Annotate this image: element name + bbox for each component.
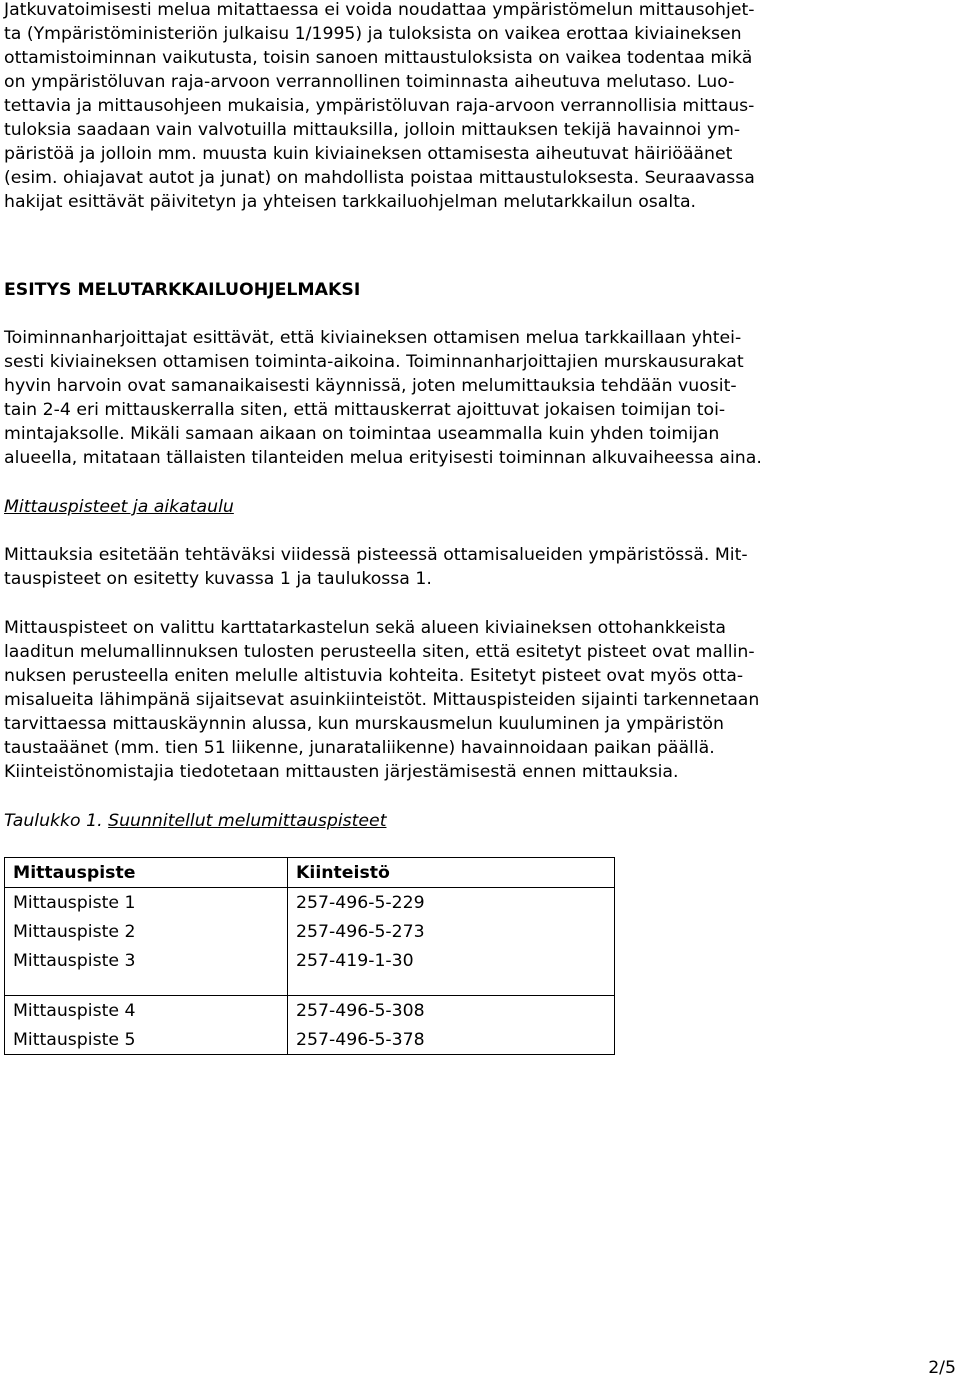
text-line: tettavia ja mittausohjeen mukaisia, ympäristöluvan raja-arvoon verrannollisia mittaus- bbox=[4, 96, 755, 116]
table-caption bbox=[4, 809, 386, 833]
table-cell: Mittauspiste 1 bbox=[5, 888, 288, 918]
text-line: tarvittaessa mittauskäynnin alussa, kun murskausmelun kuuluminen ja ympäristön bbox=[4, 714, 724, 734]
text-line: tauspisteet on esitetty kuvassa 1 ja taulukossa 1. bbox=[4, 569, 432, 589]
subheading: Mittauspisteet ja aikataulu bbox=[4, 497, 234, 517]
table-row bbox=[5, 917, 615, 946]
text-line: misalueita lähimpänä sijaitsevat asuinkiinteistöt. Mittauspisteiden sijainti tarkennetaan bbox=[4, 690, 760, 710]
text-line: hakijat esittävät päivitetyn ja yhteisen tarkkailuohjelman melutarkkailun osalta. bbox=[4, 192, 697, 212]
measurement-points-table bbox=[4, 857, 615, 1055]
table-cell: 257-496-5-378 bbox=[288, 1025, 615, 1055]
text-line: laaditun melumallinnuksen tulosten perusteella siten, että esitetyt pisteet ovat mallin- bbox=[4, 642, 755, 662]
text-line: sesti kiviaineksen ottamisen toiminta-aikoina. Toiminnanharjoittajien murskausurakat bbox=[4, 352, 744, 372]
table-row bbox=[5, 1025, 615, 1055]
page-number: 2/5 bbox=[928, 1358, 956, 1378]
table-cell-empty bbox=[288, 975, 615, 996]
text-line: (esim. ohiajavat autot ja junat) on mahdollista poistaa mittaustuloksesta. Seuraavassa bbox=[4, 168, 755, 188]
text-line: Toiminnanharjoittajat esittävät, että kiviaineksen ottamisen melua tarkkaillaan yhtei- bbox=[4, 328, 742, 348]
text-line: ta (Ympäristöministeriön julkaisu 1/1995) ja tuloksista on vaikea erottaa kiviaineksen bbox=[4, 24, 742, 44]
table-row bbox=[5, 888, 615, 918]
table-header-row bbox=[5, 858, 615, 888]
table-cell: Mittauspiste 4 bbox=[5, 996, 288, 1026]
text-line: Kiinteistönomistajia tiedotetaan mittausten järjestämisestä ennen mittauksia. bbox=[4, 762, 679, 782]
text-line: Mittauksia esitetään tehtäväksi viidessä pisteessä ottamisalueiden ympäristössä. Mit- bbox=[4, 545, 748, 565]
text-line: on ympäristöluvan raja-arvoon verrannollinen toiminnasta aiheutuva melutaso. Luo- bbox=[4, 72, 735, 92]
text-line: Mittauspisteet on valittu karttatarkastelun sekä alueen kiviaineksen ottohankkeista bbox=[4, 618, 727, 638]
text-line: mintajaksolle. Mikäli samaan aikaan on toimintaa useammalla kuin yhden toimijan bbox=[4, 424, 720, 444]
table-spacer-row bbox=[5, 975, 615, 996]
text-line: taustaäänet (mm. tien 51 liikenne, junarataliikenne) havainnoidaan paikan päällä. bbox=[4, 738, 715, 758]
text-line: Jatkuvatoimisesti melua mitattaessa ei voida noudattaa ympäristömelun mittausohjet- bbox=[4, 0, 755, 20]
text-line: tain 2-4 eri mittauskerralla siten, että mittauskerrat ajoittuvat jokaisen toimijan toi- bbox=[4, 400, 726, 420]
text-line: nuksen perusteella eniten melulle altistuvia kohteita. Esitetyt pisteet ovat myös otta- bbox=[4, 666, 744, 686]
table-row bbox=[5, 996, 615, 1026]
table-cell-empty bbox=[5, 975, 288, 996]
text-line: päristöä ja jolloin mm. muusta kuin kiviaineksen ottamisesta aiheutuvat häiriöäänet bbox=[4, 144, 733, 164]
table-cell: 257-496-5-273 bbox=[288, 917, 615, 946]
table-header-cell: Mittauspiste bbox=[5, 858, 288, 888]
section-heading: ESITYS MELUTARKKAILUOHJELMAKSI bbox=[4, 280, 361, 300]
text-line: hyvin harvoin ovat samanaikaisesti käynnissä, joten melumittauksia tehdään vuosit- bbox=[4, 376, 737, 396]
table-cell: 257-496-5-229 bbox=[288, 888, 615, 918]
table-cell: 257-496-5-308 bbox=[288, 996, 615, 1026]
text-line: alueella, mitataan tällaisten tilanteiden melua erityisesti toiminnan alkuvaiheessa aina. bbox=[4, 448, 762, 468]
text-line: ottamistoiminnan vaikutusta, toisin sanoen mittaustuloksista on vaikea todentaa mikä bbox=[4, 48, 753, 68]
table-row bbox=[5, 946, 615, 975]
table-caption-title: Suunnitellut melumittauspisteet bbox=[108, 811, 387, 831]
table-cell: Mittauspiste 5 bbox=[5, 1025, 288, 1055]
text-line: tuloksia saadaan vain valvotuilla mittauksilla, jolloin mittauksen tekijä havainnoi ym- bbox=[4, 120, 741, 140]
table-cell: 257-419-1-30 bbox=[288, 946, 615, 975]
table-caption-label: Taulukko 1. bbox=[4, 811, 103, 831]
table-header-cell: Kiinteistö bbox=[288, 858, 615, 888]
table-cell: Mittauspiste 3 bbox=[5, 946, 288, 975]
table-cell: Mittauspiste 2 bbox=[5, 917, 288, 946]
